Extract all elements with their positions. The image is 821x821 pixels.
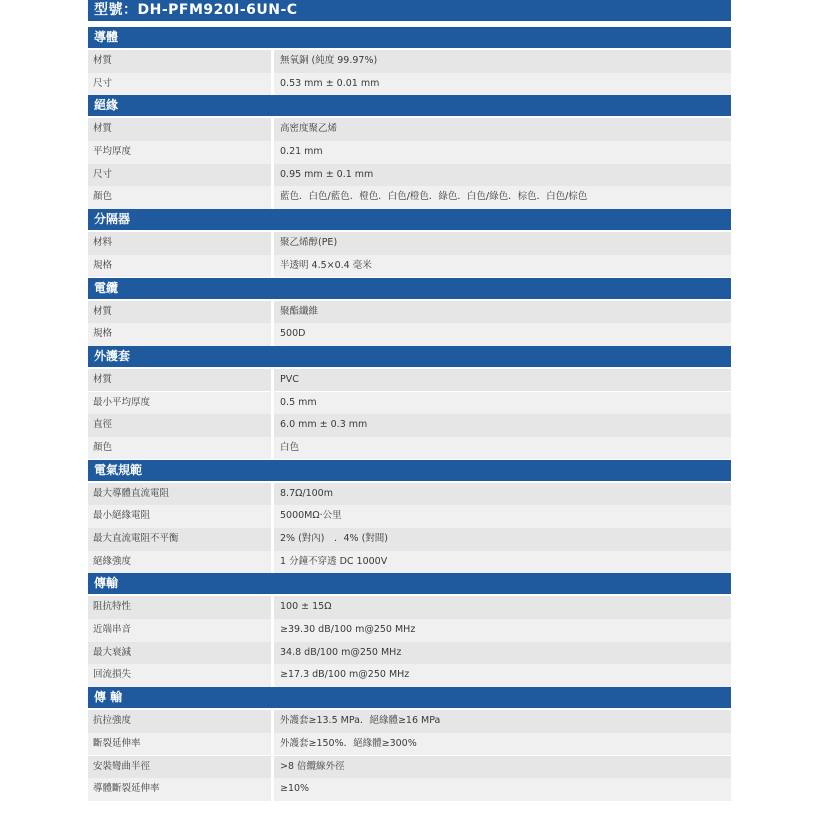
spec-value: PVC	[274, 369, 731, 392]
spec-row	[88, 164, 731, 187]
spec-value: 6.0 mm ± 0.3 mm	[274, 414, 731, 437]
spec-row	[88, 437, 731, 460]
spec-row	[88, 551, 731, 574]
spec-value: ≥17.3 dB/100 m@250 MHz	[274, 664, 731, 687]
section-header: 分隔器	[88, 209, 731, 230]
spec-row	[88, 369, 731, 392]
spec-row	[88, 756, 731, 779]
spec-row	[88, 664, 731, 687]
spec-value: 外護套≥13.5 MPa．絕緣體≥16 MPa	[274, 710, 731, 733]
spec-row	[88, 642, 731, 665]
spec-sheet	[88, 0, 731, 801]
spec-value: 白色	[274, 437, 731, 460]
spec-label: 顏色	[88, 437, 271, 460]
spec-value: 100 ± 15Ω	[274, 596, 731, 619]
spec-label: 材質	[88, 118, 271, 141]
spec-label: 斷裂延伸率	[88, 733, 271, 756]
spec-value: 0.21 mm	[274, 141, 731, 164]
spec-value: 外護套≥150%．絕緣體≥300%	[274, 733, 731, 756]
spec-sections	[88, 27, 731, 801]
spec-label: 規格	[88, 255, 271, 278]
spec-value: ≥10%	[274, 778, 731, 801]
spec-row	[88, 505, 731, 528]
spec-label: 規格	[88, 323, 271, 346]
spec-row	[88, 778, 731, 801]
section-header: 絕緣	[88, 95, 731, 116]
spec-label: 材料	[88, 232, 271, 255]
spec-value: 聚酯纖維	[274, 301, 731, 324]
section-header: 傳輸	[88, 573, 731, 594]
spec-value: 聚乙烯醇(PE)	[274, 232, 731, 255]
spec-value: ≥39.30 dB/100 m@250 MHz	[274, 619, 731, 642]
spec-value: 0.5 mm	[274, 392, 731, 415]
spec-label: 近端串音	[88, 619, 271, 642]
spec-row	[88, 50, 731, 73]
spec-label: 安裝彎曲半徑	[88, 756, 271, 779]
spec-label: 材質	[88, 50, 271, 73]
spec-label: 直徑	[88, 414, 271, 437]
spec-value: >8 倍纜線外徑	[274, 756, 731, 779]
spec-label: 顏色	[88, 186, 271, 209]
spec-row	[88, 232, 731, 255]
spec-value: 半透明 4.5×0.4 毫米	[274, 255, 731, 278]
spec-value: 5000MΩ·公里	[274, 505, 731, 528]
spec-row	[88, 619, 731, 642]
section-header: 電氣規範	[88, 460, 731, 481]
spec-label: 尺寸	[88, 164, 271, 187]
model-title: 型號：DH-PFM920I-6UN-C	[88, 0, 731, 21]
spec-value: 無氧銅 (純度 99.97%)	[274, 50, 731, 73]
spec-row	[88, 118, 731, 141]
spec-label: 最大直流電阻不平衡	[88, 528, 271, 551]
spec-value: 1 分鐘不穿透 DC 1000V	[274, 551, 731, 574]
spec-label: 平均厚度	[88, 141, 271, 164]
spec-row	[88, 733, 731, 756]
spec-label: 材質	[88, 301, 271, 324]
spec-label: 最大導體直流電阻	[88, 483, 271, 506]
spec-label: 最小絕緣電阻	[88, 505, 271, 528]
spec-label: 最大衰減	[88, 642, 271, 665]
section-header: 導體	[88, 27, 731, 48]
section-header: 電纜	[88, 278, 731, 299]
spec-label: 材質	[88, 369, 271, 392]
spec-label: 抗拉強度	[88, 710, 271, 733]
section-header: 傳 輸	[88, 687, 731, 708]
spec-value: 2% (對內) ．4% (對間)	[274, 528, 731, 551]
spec-value: 500D	[274, 323, 731, 346]
spec-row	[88, 528, 731, 551]
spec-label: 導體斷裂延伸率	[88, 778, 271, 801]
spec-row	[88, 483, 731, 506]
section-header: 外護套	[88, 346, 731, 367]
spec-row	[88, 141, 731, 164]
spec-label: 回流損失	[88, 664, 271, 687]
spec-row	[88, 710, 731, 733]
spec-row	[88, 414, 731, 437]
spec-label: 最小平均厚度	[88, 392, 271, 415]
spec-row	[88, 73, 731, 96]
spec-row	[88, 301, 731, 324]
spec-row	[88, 255, 731, 278]
spec-row	[88, 323, 731, 346]
spec-value: 高密度聚乙烯	[274, 118, 731, 141]
spec-label: 尺寸	[88, 73, 271, 96]
spec-value: 8.7Ω/100m	[274, 483, 731, 506]
spec-row	[88, 596, 731, 619]
spec-label: 阻抗特性	[88, 596, 271, 619]
spec-value: 0.53 mm ± 0.01 mm	[274, 73, 731, 96]
spec-row	[88, 392, 731, 415]
spec-label: 絕緣強度	[88, 551, 271, 574]
spec-value: 0.95 mm ± 0.1 mm	[274, 164, 731, 187]
spec-value: 34.8 dB/100 m@250 MHz	[274, 642, 731, 665]
spec-value: 藍色．白色/藍色．橙色．白色/橙色．綠色．白色/綠色．棕色．白色/棕色	[274, 186, 731, 209]
spec-row	[88, 186, 731, 209]
